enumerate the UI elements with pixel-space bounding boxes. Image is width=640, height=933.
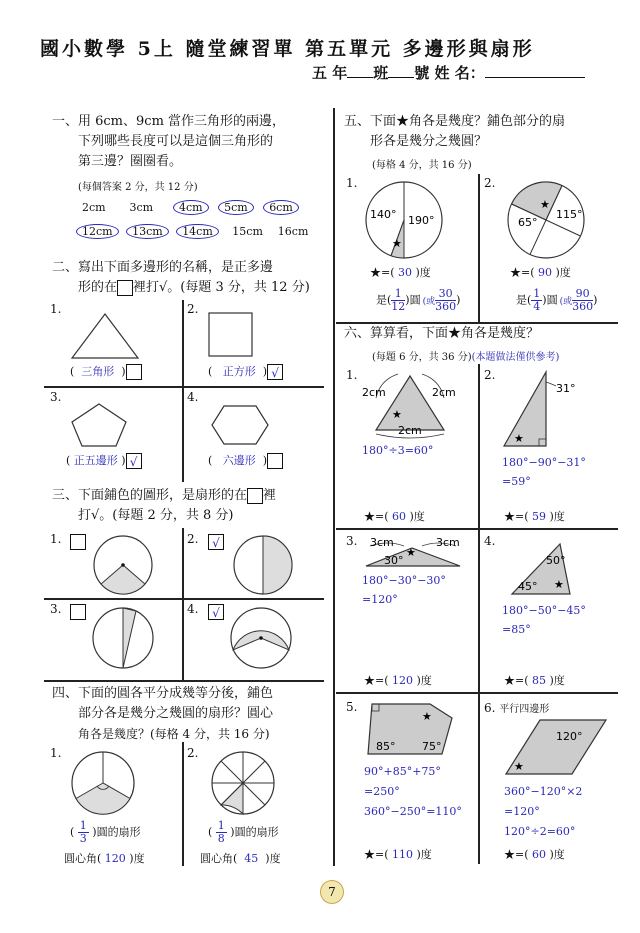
item-number: 1.	[50, 532, 62, 546]
svg-text:3cm: 3cm	[370, 536, 394, 549]
q5-heading: 五、下面★角各是幾度？鋪色部分的扇 形各是幾分之幾圓？	[344, 114, 566, 149]
circle-sector-4	[226, 606, 296, 670]
q5-circle-1	[364, 178, 444, 262]
q6-work-5: 90°+85°+75° =250° 360°−250°=110°	[364, 765, 462, 818]
checkbox-icon	[117, 280, 133, 296]
star-icon: ★	[514, 760, 524, 773]
isosceles-triangle	[360, 534, 472, 570]
svg-text:31°: 31°	[556, 382, 576, 395]
q6-answer-5: ★=( 110 )度	[364, 848, 432, 861]
q2-answer-2: ( 正方形 ) √	[208, 363, 283, 380]
star-icon: ★	[392, 237, 402, 250]
q6-answer-4: ★=( 85 )度	[504, 674, 565, 687]
answer-value[interactable]: 85	[532, 674, 547, 687]
q6-answer-3: ★=( 120 )度	[364, 674, 432, 687]
item-number: 1.	[50, 302, 62, 316]
item-number: 4.	[484, 534, 496, 548]
svg-text:45°: 45°	[518, 580, 538, 593]
column-divider	[333, 108, 335, 866]
svg-text:65°: 65°	[518, 216, 538, 229]
answer-value[interactable]: 110	[392, 848, 414, 861]
q5-score: (每格 4 分，共 16 分)	[372, 160, 472, 171]
svg-text:190°: 190°	[408, 214, 435, 227]
star-icon: ★	[406, 546, 416, 559]
q6-work-2: 180°−90°−31° =59°	[502, 456, 586, 488]
q6-work-1: 180°÷3=60°	[362, 444, 434, 457]
square-shape	[208, 312, 254, 358]
item-number: 3.	[346, 534, 358, 548]
q6-answer-6: ★=( 60 )度	[504, 848, 565, 861]
q2-grid-vline	[182, 300, 184, 482]
q6-work-3: 180°−30°−30° =120°	[362, 574, 446, 606]
section-divider	[44, 680, 324, 682]
student-info: 五 年 班 號 姓 名：	[312, 62, 585, 83]
q1-options-row1	[82, 200, 299, 215]
svg-text:120°: 120°	[556, 730, 583, 743]
svg-text:30°: 30°	[384, 554, 404, 567]
circle-eighths	[210, 750, 276, 816]
item-number: 1.	[346, 176, 358, 190]
star-icon: ★	[514, 432, 524, 445]
q2-answer-1: ( 三角形 )	[70, 363, 142, 380]
q6-heading: 六、算算看，下面★角各是幾度？	[344, 326, 540, 341]
q1-heading: 一、用 6cm、9cm 當作三角形的兩邊， 下列哪些長度可以是這個三角形的 第三邊？圈圈看。	[52, 114, 286, 169]
q5-degree-1: ★=( 30 )度	[370, 266, 431, 279]
star-icon: ★	[422, 710, 432, 723]
q1-option[interactable]: 2cm	[82, 201, 106, 214]
circle-sector-2	[228, 534, 298, 596]
svg-text:50°: 50°	[546, 554, 566, 567]
svg-text:2cm: 2cm	[362, 386, 386, 399]
answer-checkbox[interactable]	[70, 604, 86, 620]
q4-heading: 四、下面的圓各平分成幾等分後，鋪色 部分各是幾分之幾圓的扇形？圓心 角各是幾度？(每格 4 分，共 16 分)	[52, 686, 274, 741]
q3-grid-hline	[44, 598, 324, 600]
answer-checkbox[interactable]	[267, 453, 283, 469]
answer-checkbox[interactable]	[126, 364, 142, 380]
q1-option[interactable]: 16cm	[277, 225, 309, 238]
answer-checkbox[interactable]: √	[126, 453, 142, 469]
answer-checkbox[interactable]	[70, 534, 86, 550]
q1-option-circled[interactable]: 14cm	[176, 224, 219, 239]
item-number: 6. 平行四邊形	[484, 701, 550, 715]
answer-checkbox[interactable]: √	[208, 534, 224, 550]
answer-value[interactable]: 60	[392, 510, 407, 523]
q2-answer-4: ( 六邊形 )	[208, 452, 283, 469]
equilateral-triangle	[360, 370, 470, 442]
q4-angle-1: 圓心角( 120 )度	[64, 852, 145, 865]
item-number: 5.	[346, 700, 358, 714]
answer-value[interactable]: 60	[532, 848, 547, 861]
answer-checkbox[interactable]: √	[208, 604, 224, 620]
svg-text:85°: 85°	[376, 740, 396, 753]
q6-work-4: 180°−50°−45° =85°	[502, 604, 586, 636]
item-number: 1.	[346, 368, 358, 382]
answer-value[interactable]: 120	[392, 674, 414, 687]
q5-fraction-1: 是( $\frac{1}{12}$ )圓 (或 $\frac{30}{360}$ )	[376, 287, 461, 313]
q4-fraction-2: ( $\frac{1}{8}$ )圓的扇形	[208, 819, 279, 845]
q6-grid-hline	[336, 528, 618, 530]
answer-checkbox[interactable]: √	[267, 364, 283, 380]
item-number: 1.	[50, 746, 62, 760]
q4-fraction-1: ( $\frac{1}{3}$ )圓的扇形	[70, 819, 141, 845]
right-triangle	[500, 370, 610, 452]
star-icon: ★	[554, 578, 564, 591]
parallelogram	[500, 718, 612, 778]
q1-options-row2	[76, 224, 308, 239]
q4-grid-vline	[182, 742, 184, 866]
q1-score: (每個答案 2 分，共 12 分)	[78, 182, 198, 193]
svg-text:140°: 140°	[370, 208, 397, 221]
item-number: 2.	[484, 368, 496, 382]
q4-angle-2: 圓心角( 45 )度	[200, 852, 281, 865]
page-number: 7	[320, 880, 344, 904]
q6-grid-vline	[478, 364, 480, 864]
answer-value[interactable]: 120	[104, 852, 126, 865]
q3-heading: 三、下面鋪色的圖形，是扇形的在 裡 打√。(每題 2 分，共 8 分)	[52, 488, 277, 523]
star-icon: ★	[540, 198, 550, 211]
star-icon: ★	[392, 408, 402, 421]
q6-work-6: 360°−120°×2 =120° 120°÷2=60°	[504, 785, 583, 838]
circle-sector-3	[88, 606, 158, 670]
q5-grid-vline	[478, 174, 480, 322]
item-number: 2.	[187, 302, 199, 316]
q5-degree-2: ★=( 90 )度	[510, 266, 571, 279]
q6-score: (每題 6 分，共 36 分)(本題做法僅供參考)	[372, 352, 560, 363]
circle-sector-1	[88, 534, 158, 596]
item-number: 3.	[50, 602, 62, 616]
answer-value[interactable]: 45	[244, 852, 259, 865]
svg-text:75°: 75°	[422, 740, 442, 753]
q1-option-circled[interactable]: 5cm	[218, 200, 254, 215]
q1-option-circled[interactable]: 13cm	[126, 224, 169, 239]
name-field[interactable]	[485, 63, 585, 78]
hexagon-shape	[210, 404, 270, 446]
item-number: 4.	[187, 602, 199, 616]
q2-grid-hline	[44, 386, 324, 388]
q6-answer-2: ★=( 59 )度	[504, 510, 565, 523]
class-field[interactable]	[347, 63, 373, 78]
item-number: 2.	[187, 746, 199, 760]
number-field[interactable]	[388, 63, 414, 78]
scalene-triangle	[508, 540, 578, 598]
svg-text:2cm: 2cm	[432, 386, 456, 399]
svg-text:2cm: 2cm	[398, 424, 422, 437]
q3-grid-vline	[182, 528, 184, 680]
page-title: 國小數學 5上 隨堂練習單 第五單元 多邊形與扇形	[40, 38, 535, 60]
q2-answer-3: ( 正五邊形 ) √	[66, 452, 142, 469]
q1-option[interactable]: 15cm	[232, 225, 263, 238]
q1-option-circled[interactable]: 12cm	[76, 224, 119, 239]
q1-option[interactable]: 3cm	[129, 201, 154, 214]
q6-answer-1: ★=( 60 )度	[364, 510, 425, 523]
checkbox-icon	[247, 488, 263, 504]
quadrilateral	[362, 700, 462, 758]
svg-text:3cm: 3cm	[436, 536, 460, 549]
circle-thirds	[70, 750, 136, 816]
q1-option-circled[interactable]: 6cm	[263, 200, 299, 215]
answer-value[interactable]: 90	[538, 266, 553, 279]
q6-grid-hline	[336, 692, 618, 694]
pentagon-shape	[70, 402, 128, 448]
q5-circle-2	[506, 178, 586, 262]
q2-heading: 二、寫出下面多邊形的名稱，是正多邊 形的在 裡打√。(每題 3 分，共 12 分)	[52, 260, 310, 295]
item-number: 4.	[187, 390, 199, 404]
item-number: 2.	[187, 532, 199, 546]
q1-option-circled[interactable]: 4cm	[173, 200, 209, 215]
item-number: 3.	[50, 390, 62, 404]
answer-value[interactable]: 59	[532, 510, 547, 523]
item-number: 2.	[484, 176, 496, 190]
svg-text:115°: 115°	[556, 208, 583, 221]
answer-value[interactable]: 30	[398, 266, 413, 279]
triangle-shape	[70, 312, 140, 362]
q5-fraction-2: 是( $\frac{1}{4}$ )圓 (或 $\frac{90}{360}$ )	[516, 287, 598, 313]
